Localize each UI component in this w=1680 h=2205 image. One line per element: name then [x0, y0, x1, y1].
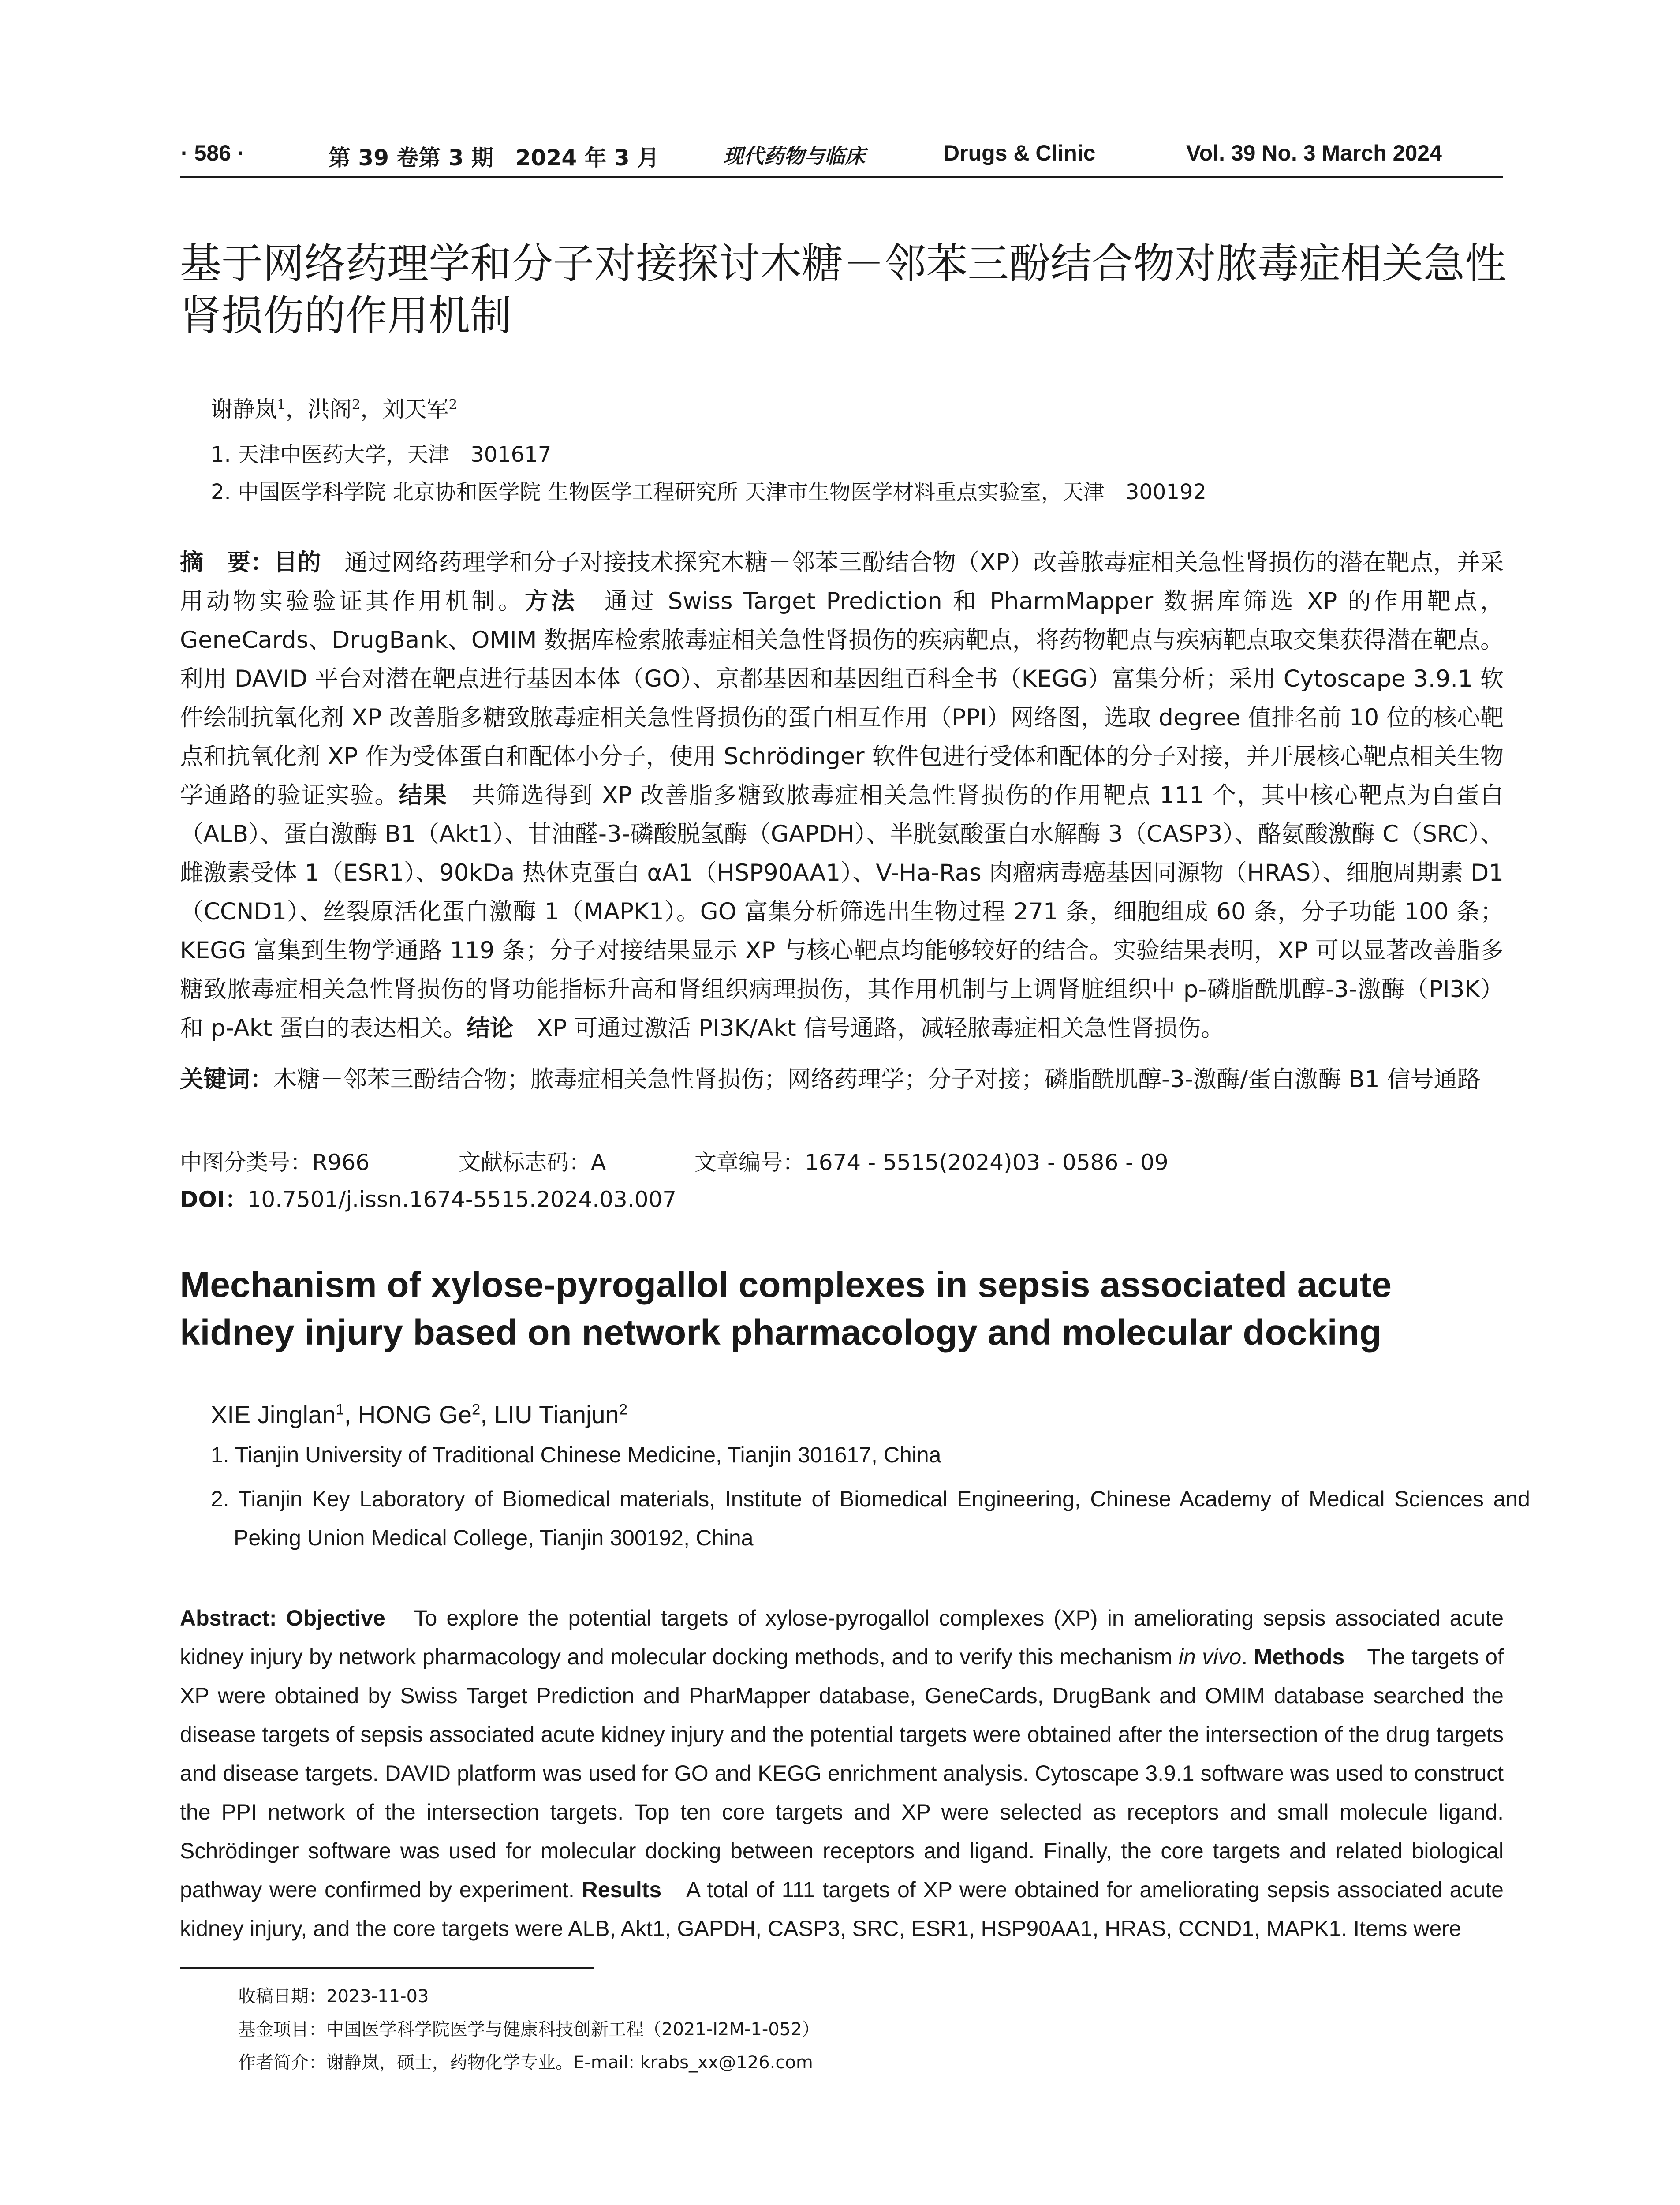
- author-sup: 2: [619, 1401, 628, 1418]
- doc-code: 文献标志码：A: [459, 1150, 606, 1175]
- objective-en-text-b: .: [1241, 1644, 1248, 1669]
- author-name: 刘天军: [382, 396, 449, 422]
- author-sup: 1: [336, 1401, 344, 1418]
- author-sep: ,: [344, 1401, 358, 1428]
- methods-en-label: Methods: [1247, 1644, 1345, 1669]
- footnote-funding: 基金项目：中国医学科学院医学与健康科技创新工程（2021-I2M-1-052）: [238, 2019, 820, 2040]
- doi-label: DOI：: [180, 1187, 247, 1212]
- affiliation-cn-1: 1. 天津中医药大学，天津 301617: [211, 442, 552, 467]
- keywords-text: 木糖－邻苯三酚结合物；脓毒症相关急性肾损伤；网络药理学；分子对接；磷脂酰肌醇-3-激酶/蛋白激酶 B1 信号通路: [273, 1066, 1481, 1093]
- page-number: · 586 ·: [181, 141, 245, 165]
- affiliation-cn-2: 2. 中国医学科学院 北京协和医学院 生物医学工程研究所 天津市生物医学材料重点实验室，天津 300192: [211, 480, 1207, 505]
- abstract-label: 摘 要：: [180, 549, 274, 576]
- objective-en-text-a: To explore the potential targets of xylose-pyrogallol complexes (XP) in ameliorating sepsis associated acute kidney injury by network pharmacology and molecular docking methods, and to verify this mechanism: [180, 1606, 1504, 1669]
- author-sup: 2: [471, 1401, 481, 1418]
- author-sep: ，: [360, 396, 383, 422]
- journal-name-en: Drugs & Clinic: [944, 141, 1096, 165]
- affiliation-en-1: 1. Tianjin University of Traditional Chinese Medicine, Tianjin 301617, China: [211, 1443, 941, 1467]
- footnote-author-bio: 作者简介：谢静岚，硕士，药物化学专业。E-mail: krabs_xx@126.com: [238, 2052, 813, 2073]
- objective-label: 目的: [274, 549, 321, 576]
- author-name: 洪阁: [307, 396, 352, 422]
- author-sep: ,: [480, 1401, 494, 1428]
- author-sup: 2: [351, 396, 361, 413]
- clc-code: 中图分类号：R966: [180, 1150, 370, 1175]
- methods-label: 方法: [524, 588, 578, 615]
- footnote-received: 收稿日期：2023-11-03: [238, 1986, 429, 2007]
- title-en: Mechanism of xylose-pyrogallol complexes in sepsis associated acute kidney injury based on network pharmacology and molecular docking: [180, 1265, 1392, 1353]
- keywords-cn: [180, 1060, 1504, 1099]
- issue-en: Vol. 39 No. 3 March 2024: [1186, 141, 1442, 165]
- abstract-en-label: Abstract:: [180, 1606, 286, 1630]
- keywords-label: 关键词：: [180, 1066, 273, 1093]
- conclusion-label: 结论: [467, 1015, 514, 1042]
- authors-en: [211, 1400, 627, 1429]
- header-rule: [180, 176, 1503, 178]
- objective-text: 通过网络药理学和分子对接技术探究木糖－邻苯三酚结合物（XP）改善脓毒症相关急性肾损伤的潜在靶点，并采用动物实验验证其作用机制。: [180, 549, 1504, 615]
- affiliation-en-2: 2. Tianjin Key Laboratory of Biomedical materials, Institute of Biomedical Engineering, Chinese Academy of Medical Sciences and Peking Union Medical College, Tianjin 300192, China: [211, 1487, 1530, 1550]
- article-number: 文章编号：1674 - 5515(2024)03 - 0586 - 09: [694, 1150, 1169, 1175]
- results-en-text: A total of 111 targets of XP were obtained for ameliorating sepsis associated acute kidney injury, and the core targets were ALB, Akt1, GAPDH, CASP3, SRC, ESR1, HSP90AA1, HRAS, CCND1, MAPK1. Items were: [180, 1877, 1504, 1941]
- abstract-en: [180, 1599, 1504, 1948]
- title-cn: 基于网络药理学和分子对接探讨木糖－邻苯三酚结合物对脓毒症相关急性肾损伤的作用机制: [180, 240, 1507, 340]
- author-name: XIE Jinglan: [211, 1401, 336, 1428]
- journal-name-cn: 现代药物与临床: [723, 144, 865, 168]
- objective-en-italic: in vivo: [1178, 1644, 1242, 1669]
- results-en-label: Results: [574, 1877, 662, 1902]
- abstract-cn: [180, 543, 1504, 1048]
- author-name: 谢静岚: [211, 396, 277, 422]
- objective-en-label: Objective: [286, 1606, 385, 1630]
- results-text: 共筛选得到 XP 改善脂多糖致脓毒症相关急性肾损伤的作用靶点 111 个，其中核心靶点为白蛋白（ALB）、蛋白激酶 B1（Akt1）、甘油醛-3-磷酸脱氢酶（GAPDH）、半胱氨酸蛋白水解酶 3（CASP3）、酪氨酸激酶 C（SRC）、雌激素受体 1（ESR1）、90kDa 热休克蛋白 αA1（HSP90AA1）、V-Ha-Ras 肉瘤病毒癌基因同源物（HRAS）、细胞周期素 D1（CCND1）、丝裂原活化蛋白激酶 1（MAPK1）。GO 富集分析筛选出生物过程 271 条，细胞组成 60 条，分子功能 100 条；KEGG 富集到生物学通路 119 条；分子对接结果显示 XP 与核心靶点均能够较好的结合。实验结果表明，XP 可以显著改善脂多糖致脓毒症相关急性肾损伤的肾功能指标升高和肾组织病理损伤，其作用机制与上调肾脏组织中 p-磷脂酰肌醇-3-激酶（PI3K）和 p-Akt 蛋白的表达相关。: [180, 782, 1504, 1042]
- author-name: LIU Tianjun: [494, 1401, 619, 1428]
- footnote-rule: [180, 1967, 594, 1969]
- author-sup: 2: [448, 396, 458, 413]
- doi-value: 10.7501/j.issn.1674-5515.2024.03.007: [247, 1187, 677, 1212]
- doi: [180, 1182, 676, 1214]
- results-label: 结果: [399, 782, 448, 809]
- author-sep: ，: [285, 396, 308, 422]
- methods-en-text: The targets of XP were obtained by Swiss Target Prediction and PharMapper database, GeneCards, DrugBank and OMIM database searched the disease targets of sepsis associated acute kidney injury and the potential targets were obtained after the intersection of the drug targets and disease targets. DAVID platform was used for GO and KEGG enrichment analysis. Cytoscape 3.9.1 software was used to construct the PPI network of the intersection targets. Top ten core targets and XP were selected as receptors and small molecule ligand. Schrödinger software was used for molecular docking between receptors and ligand. Finally, the core targets and related biological pathway were confirmed by experiment.: [180, 1644, 1504, 1902]
- conclusion-text: XP 可通过激活 PI3K/Akt 信号通路，减轻脓毒症相关急性肾损伤。: [513, 1015, 1225, 1042]
- author-name: HONG Ge: [358, 1401, 472, 1428]
- author-sup: 1: [277, 396, 286, 413]
- authors-cn: [211, 392, 457, 423]
- issue-cn: 第 39 卷第 3 期 2024 年 3 月: [329, 145, 660, 171]
- methods-text: 通过 Swiss Target Prediction 和 PharmMapper 数据库筛选 XP 的作用靶点，GeneCards、DrugBank、OMIM 数据库检索脓毒症相关急性肾损伤的疾病靶点，将药物靶点与疾病靶点取交集获得潜在靶点。利用 DAVID 平台对潜在靶点进行基因本体（GO）、京都基因和基因组百科全书（KEGG）富集分析；采用 Cytoscape 3.9.1 软件绘制抗氧化剂 XP 改善脂多糖致脓毒症相关急性肾损伤的蛋白相互作用（PPI）网络图，选取 degree 值排名前 10 位的核心靶点和抗氧化剂 XP 作为受体蛋白和配体小分子，使用 Schrödinger 软件包进行受体和配体的分子对接，并开展核心靶点相关生物学通路的验证实验。: [180, 588, 1504, 809]
